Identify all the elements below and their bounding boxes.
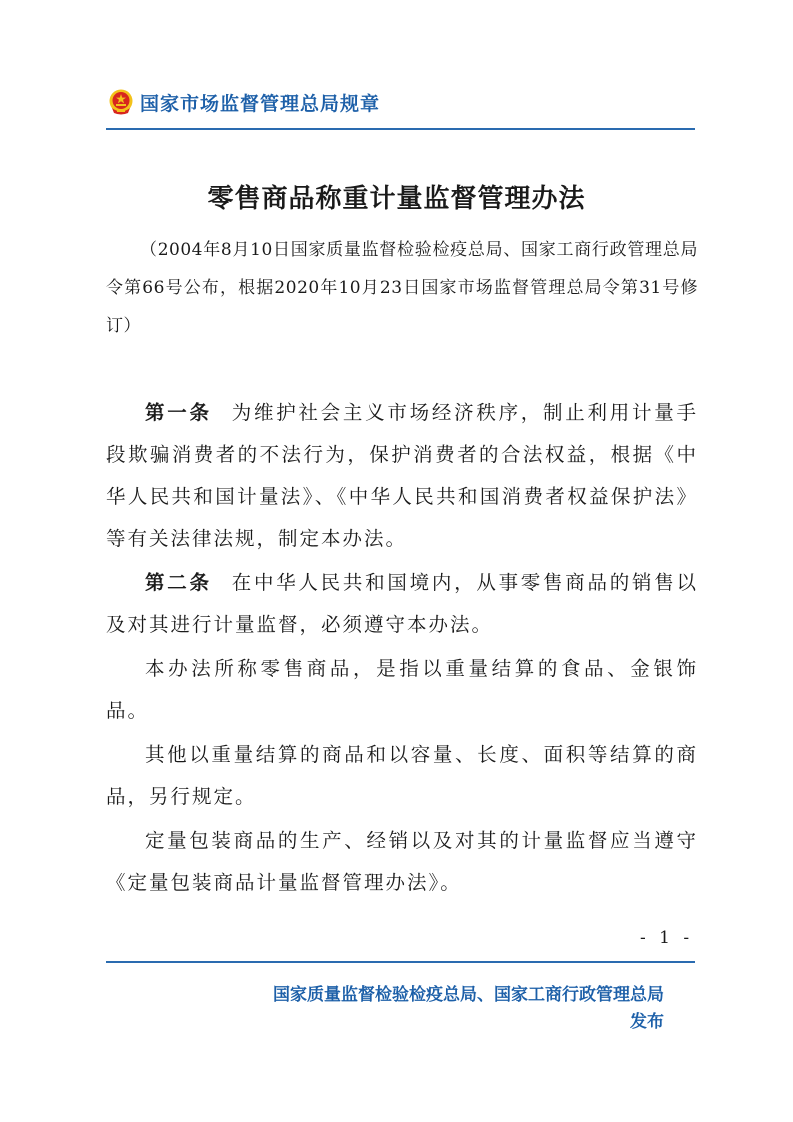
article-label: 第二条 [145, 571, 212, 594]
article-1 [106, 392, 698, 560]
page-header [108, 86, 380, 118]
page-footer [180, 982, 664, 1036]
document-title: 零售商品称重计量监督管理办法 [207, 184, 586, 214]
footer-action: 发布 [630, 1012, 664, 1032]
footer-divider [106, 961, 695, 963]
article-text: 在中华人民共和国境内，从事零售商品的销售以及对其进行计量监督，必须遵守本办法。 [106, 571, 698, 636]
footer-issuer: 国家质量监督检验检疫总局、国家工商行政管理总局 [273, 985, 664, 1005]
article-2 [106, 562, 698, 646]
paragraph: 定量包装商品的生产、经销以及对其的计量监督应当遵守《定量包装商品计量监督管理办法》。 [106, 829, 698, 894]
header-divider [106, 128, 695, 130]
header-title: 国家市场监督管理总局规章 [140, 92, 381, 115]
national-emblem-icon [108, 88, 134, 116]
document-subtitle: （2004年8月10日国家质量监督检验检疫总局、国家工商行政管理总局令第66号公布，根据2020年10月23日国家市场监督管理总局令第31号修订） [106, 240, 698, 336]
document-body [106, 392, 698, 906]
page-number: - 1 - [640, 928, 694, 948]
paragraph: 本办法所称零售商品，是指以重量结算的食品、金银饰品。 [106, 657, 698, 722]
article-text: 为维护社会主义市场经济秩序，制止利用计量手段欺骗消费者的不法行为，保护消费者的合法权益，根据《中华人民共和国计量法》、《中华人民共和国消费者权益保护法》等有关法律法规，制定本办法。 [106, 401, 698, 550]
paragraph: 其他以重量结算的商品和以容量、长度、面积等结算的商品，另行规定。 [106, 743, 698, 808]
article-label: 第一条 [145, 401, 212, 424]
